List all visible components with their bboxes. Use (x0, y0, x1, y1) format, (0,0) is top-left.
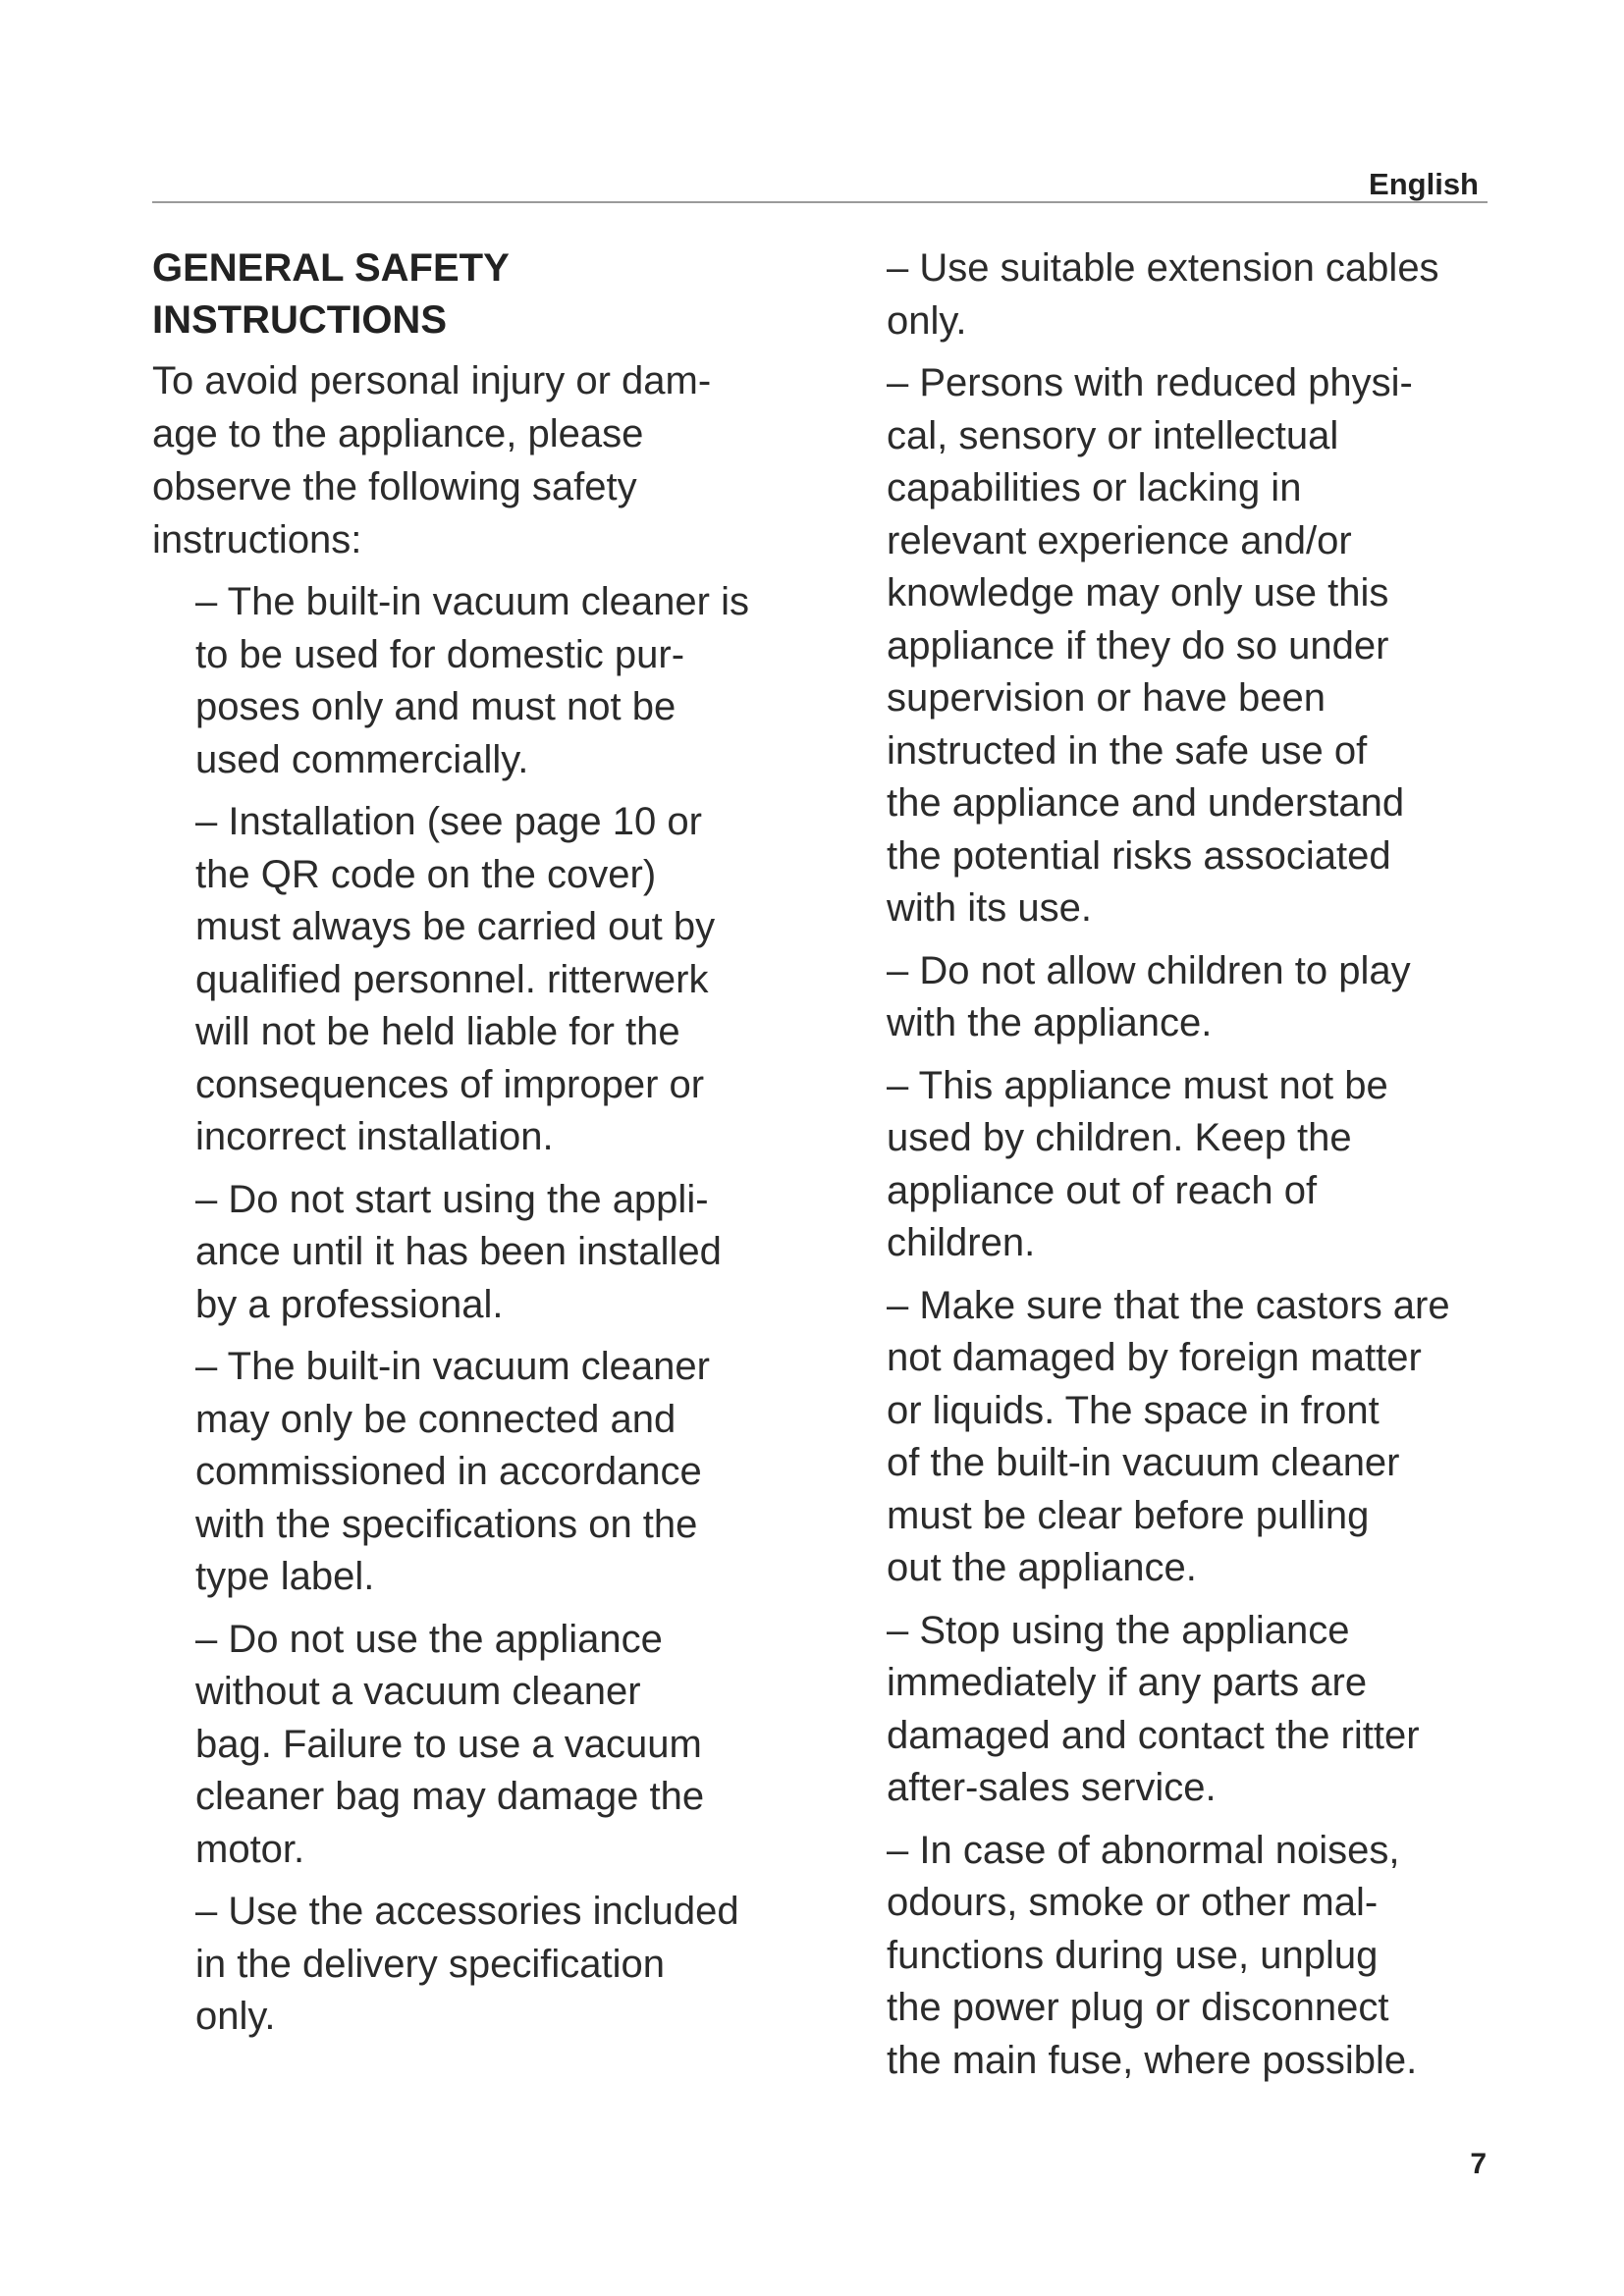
right-column (887, 242, 1535, 2097)
safety-item: – Do not use the appliance without a vacuum cleaner bag. Failure to use a vacuum cleaner bag may damage the motor. (195, 1617, 705, 1871)
safety-item: – Persons with reduced physi- cal, sensory or intellectual capabilities or lacking in relevant experience and/or knowledge may only use this appliance if they do so under supervision or have been instructed in the safe use of the appliance and understand the potential risks associated with its use. (887, 361, 1413, 930)
safety-item: – Use the accessories included in the delivery specification only. (195, 1890, 739, 2038)
safety-item: – Installation (see page 10 or the QR code on the cover) must always be carried out by qualified personnel. ritterwerk will not be held liable for the consequences of improper or incorrect installation. (195, 800, 716, 1158)
section-heading: GENERAL SAFETY INSTRUCTIONS (152, 246, 510, 342)
header-divider (152, 201, 1488, 203)
safety-item: – Stop using the appliance immediately if any parts are damaged and contact the ritter after-sales service. (887, 1608, 1420, 1809)
page-number: 7 (1470, 2148, 1487, 2180)
left-column (152, 242, 839, 2054)
safety-item: – In case of abnormal noises, odours, smoke or other mal- functions during use, unplug the power plug or disconnect the main fuse, where possible. (887, 1828, 1418, 2082)
safety-item: – Do not allow children to play with the appliance. (887, 948, 1411, 1044)
safety-item: – Use suitable extension cables only. (887, 246, 1439, 343)
safety-item: – The built-in vacuum cleaner may only be connected and commissioned in accordance with the specifications on the type label. (195, 1345, 710, 1598)
safety-item: – Do not start using the appli- ance until it has been installed by a professional. (195, 1177, 722, 1326)
safety-item: – Make sure that the castors are not damaged by foreign matter or liquids. The space in front of the built-in vacuum cleaner must be clear before pulling out the appliance. (887, 1283, 1450, 1589)
safety-list-left (195, 576, 839, 2044)
safety-item: – This appliance must not be used by children. Keep the appliance out of reach of children. (887, 1063, 1388, 1264)
safety-item: – The built-in vacuum cleaner is to be used for domestic pur- poses only and must not be used commercially. (195, 580, 749, 781)
intro-paragraph: To avoid personal injury or dam- age to the appliance, please observe the following safety instructions: (152, 359, 712, 561)
language-label: English (1369, 167, 1479, 201)
